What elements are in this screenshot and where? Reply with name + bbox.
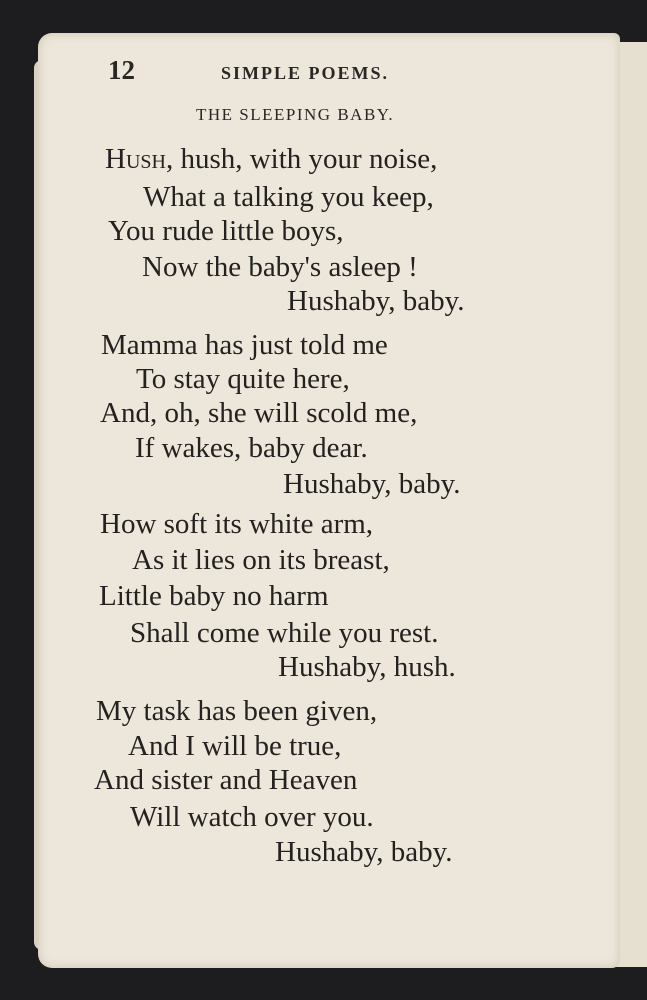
poem-line: Mamma has just told me [101, 329, 388, 361]
poem-line: Will watch over you. [130, 801, 374, 833]
poem-line: What a talking you keep, [143, 181, 434, 213]
book-page [38, 33, 620, 968]
poem-line [105, 145, 437, 174]
poem-line: Shall come while you rest. [130, 617, 439, 649]
poem-line: Hushaby, hush. [278, 651, 456, 683]
running-head: SIMPLE POEMS. [221, 63, 390, 83]
poem-line: Hushaby, baby. [283, 468, 461, 500]
page-number: 12 [108, 55, 135, 85]
page-header [38, 33, 620, 124]
poem-line: If wakes, baby dear. [135, 432, 368, 464]
poem-line: Hushaby, baby. [275, 836, 453, 868]
first-word: Hush [105, 143, 166, 175]
poem-line: And, oh, she will scold me, [100, 397, 418, 429]
poem-line: My task has been given, [96, 695, 378, 727]
poem-line: As it lies on its breast, [132, 544, 390, 576]
poem-line: Little baby no harm [99, 580, 329, 612]
poem-line: And sister and Heaven [94, 764, 358, 796]
poem-line: Now the baby's asleep ! [142, 251, 418, 283]
poem-title: THE SLEEPING BABY. [196, 105, 395, 124]
poem-line: How soft its white arm, [100, 508, 374, 540]
line-text: , hush, with your noise, [165, 143, 438, 175]
poem-line: To stay quite here, [136, 363, 350, 395]
poem-line: And I will be true, [128, 730, 342, 762]
poem-line: You rude little boys, [108, 215, 344, 247]
poem-line: Hushaby, baby. [287, 285, 465, 317]
